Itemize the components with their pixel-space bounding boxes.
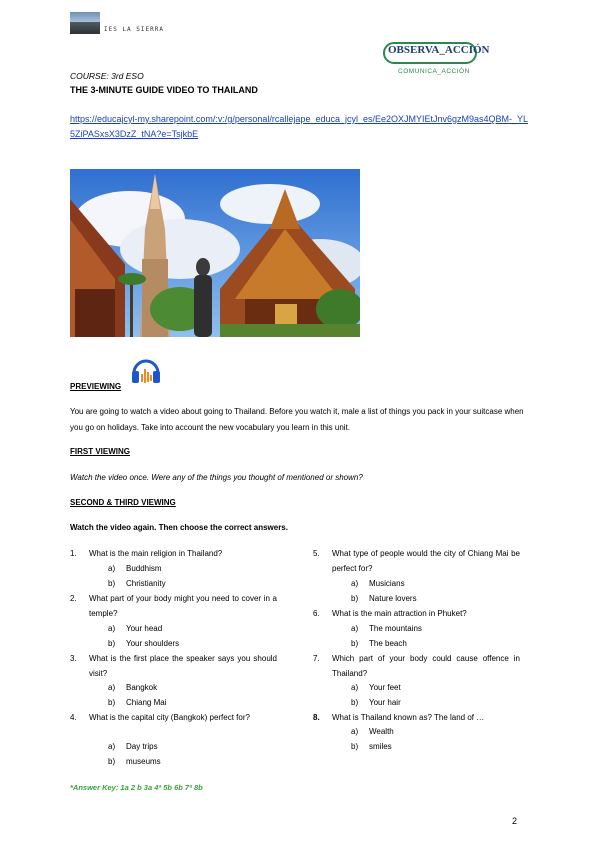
previewing-heading: PREVIEWING [70, 382, 122, 391]
second-third-instruction: Watch the video again. Then choose the correct answers. [70, 523, 288, 532]
school-header-image [70, 12, 100, 34]
thai-temples-photo [70, 169, 360, 337]
question-text: What is the main religion in Thailand? [89, 549, 223, 558]
question-text: What is Thailand known as? The land of … [332, 713, 485, 722]
document-title: THE 3-MINUTE GUIDE VIDEO TO THAILAND [70, 85, 258, 95]
question-number: 5. [313, 549, 320, 558]
question-number: 1. [70, 549, 77, 558]
question-text: What type of people would the city of Chiang Mai be perfect for? [332, 549, 520, 573]
school-name: IES LA SIERRA [104, 26, 164, 33]
question-text: What is the capital city (Bangkok) perfect for? [89, 713, 250, 722]
question-number: 7. [313, 654, 320, 663]
question-text: Which part of your body could cause offence in Thailand? [332, 654, 520, 678]
page-number: 2 [512, 816, 518, 826]
previewing-text: You are going to watch a video about going to Thailand. Before you watch it, male a list of things you pack in your suitcase when you go on holidays. Take into account the new vocabulary you learn in this unit. [70, 407, 524, 432]
question-number: 2. [70, 594, 77, 603]
logo-main-text: OBSERVA_ACCIÓN [388, 44, 490, 56]
question-text: What is the main attraction in Phuket? [332, 609, 467, 618]
logo-sub-text: COMUNICA_ACCIÓN [398, 68, 470, 75]
question-number: 4. [70, 713, 77, 722]
answer-key: *Answer Key: 1a 2 b 3a 4ª 5b 6b 7ª 8b [70, 783, 203, 792]
headphones-audio-icon [129, 353, 163, 387]
question-number: 6. [313, 609, 320, 618]
video-link[interactable]: https://educajcyl-my.sharepoint.com/:v:/g/personal/rcallejape_educa_jcyl_es/Ee2OXJMYIEtJnv6gzM9as4QBM-_YL5ZiPASxsX3DzZ_tNA?e=TsjkbE [70, 114, 529, 139]
question-text: What is the first place the speaker says you should visit? [89, 654, 277, 678]
course-line: COURSE: 3rd ESO [70, 71, 144, 81]
second-third-heading: SECOND & THIRD VIEWING [70, 498, 176, 507]
question-number: 3. [70, 654, 77, 663]
question-number: 8. [313, 713, 320, 722]
first-viewing-heading: FIRST VIEWING [70, 447, 130, 456]
first-viewing-text: Watch the video once. Were any of the things you thought of mentioned or shown? [70, 473, 363, 482]
question-text: What part of your body might you need to cover in a temple? [89, 594, 277, 618]
